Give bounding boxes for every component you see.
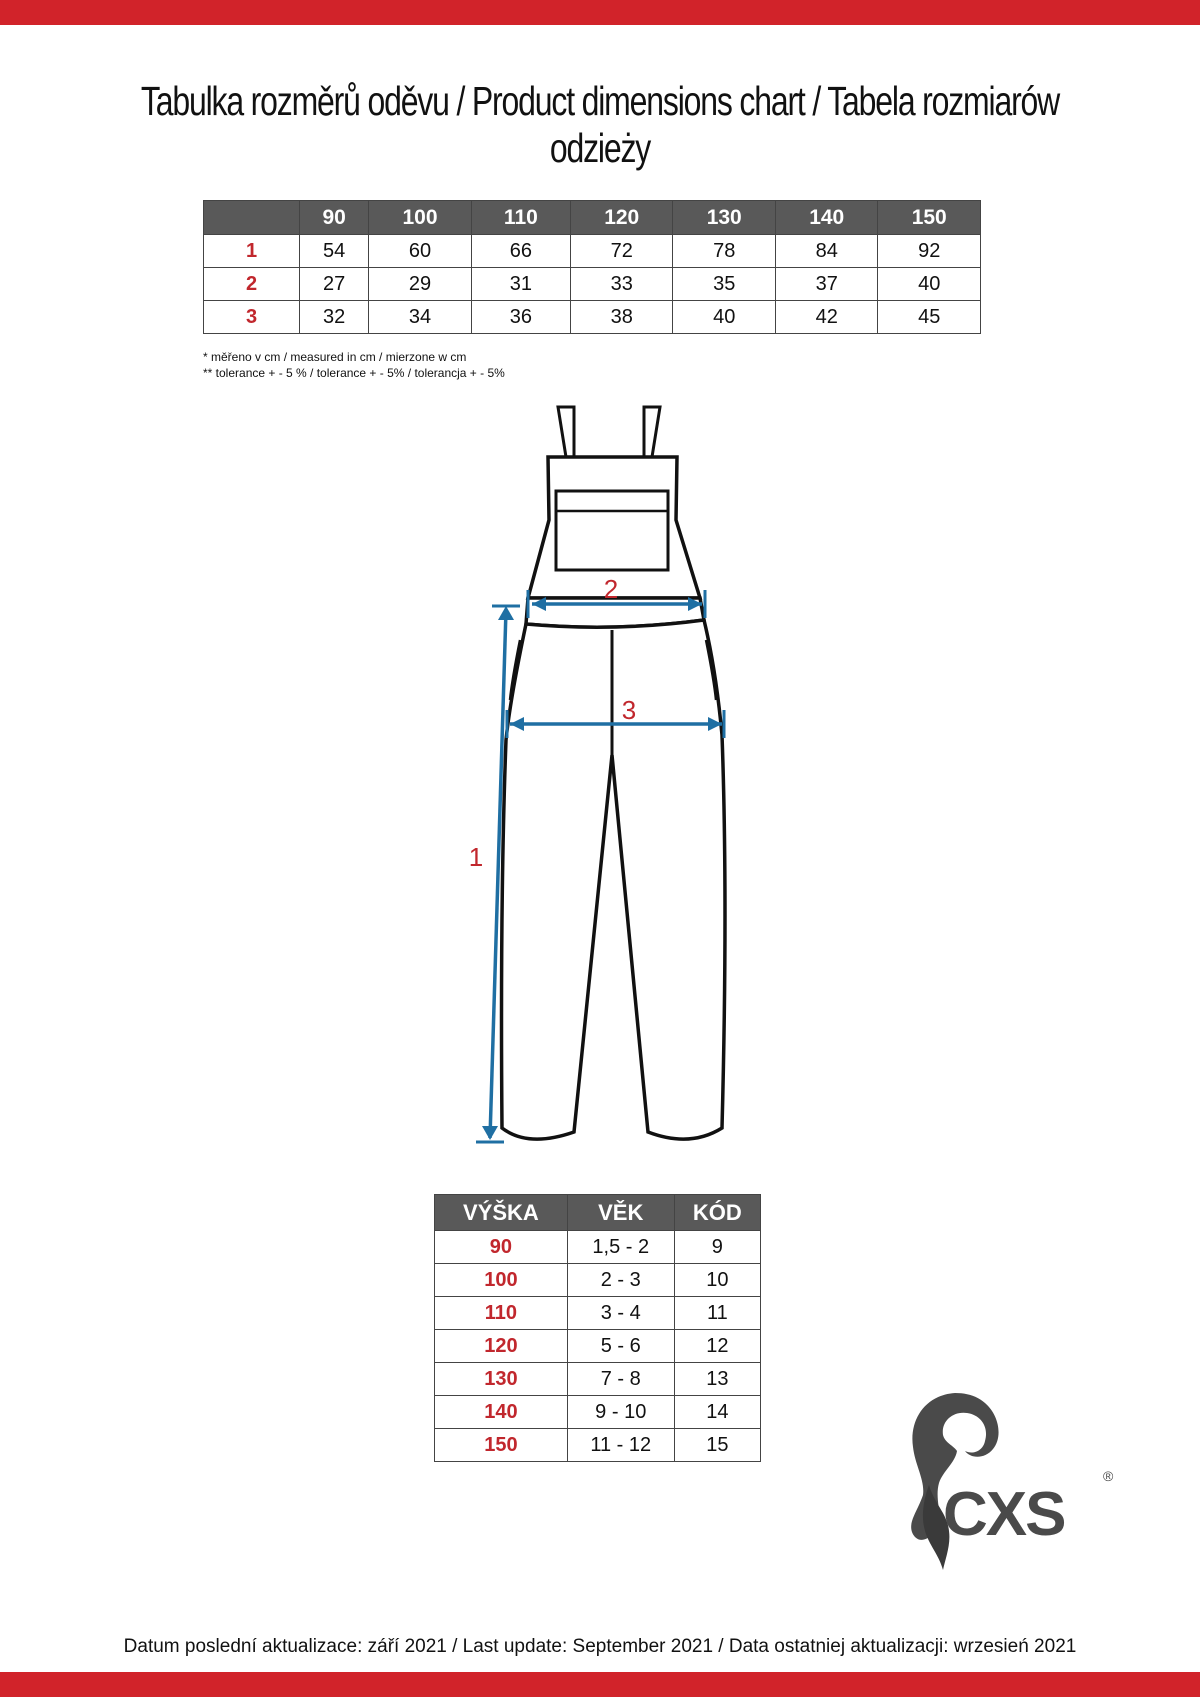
table-row: [435, 1231, 761, 1264]
height-cell: 140: [435, 1396, 568, 1429]
left-strap: [558, 407, 574, 457]
code-cell: 12: [674, 1330, 760, 1363]
header-cell: 120: [570, 201, 673, 235]
table-cell: 45: [878, 301, 981, 334]
table-row: [435, 1363, 761, 1396]
arrowhead: [498, 606, 514, 620]
code-cell: 10: [674, 1264, 760, 1297]
note-measured: * měřeno v cm / measured in cm / mierzone w cm: [203, 350, 467, 364]
header-cell: 130: [673, 201, 776, 235]
age-cell: 1,5 - 2: [567, 1231, 674, 1264]
note-tolerance: ** tolerance + - 5 % / tolerance + - 5% / tolerancja + - 5%: [203, 366, 505, 380]
height-cell: 110: [435, 1297, 568, 1330]
cxs-logo: [895, 1385, 1130, 1575]
header-cell: 100: [369, 201, 472, 235]
row-label: 3: [204, 301, 300, 334]
code-cell: 13: [674, 1363, 760, 1396]
header-cell: 90: [300, 201, 369, 235]
table-cell: 31: [471, 268, 570, 301]
table-cell: 72: [570, 235, 673, 268]
row-label: 1: [204, 235, 300, 268]
age-cell: 9 - 10: [567, 1396, 674, 1429]
header-cell: 150: [878, 201, 981, 235]
arrowhead: [482, 1126, 498, 1140]
table-cell: 33: [570, 268, 673, 301]
bib-pocket: [556, 491, 668, 570]
age-cell: 3 - 4: [567, 1297, 674, 1330]
height-cell: 90: [435, 1231, 568, 1264]
table-cell: 40: [673, 301, 776, 334]
table-cell: 35: [673, 268, 776, 301]
table-row: [435, 1330, 761, 1363]
header-cell: VĚK: [567, 1195, 674, 1231]
logo-text: CXS: [943, 1480, 1065, 1549]
table-cell: 78: [673, 235, 776, 268]
table-cell: 27: [300, 268, 369, 301]
age-cell: 11 - 12: [567, 1429, 674, 1462]
table-cell: 36: [471, 301, 570, 334]
age-cell: 7 - 8: [567, 1363, 674, 1396]
code-cell: 15: [674, 1429, 760, 1462]
code-cell: 9: [674, 1231, 760, 1264]
height-cell: 150: [435, 1429, 568, 1462]
right-strap: [644, 407, 660, 457]
header-cell: VÝŠKA: [435, 1195, 568, 1231]
age-cell: 2 - 3: [567, 1264, 674, 1297]
age-cell: 5 - 6: [567, 1330, 674, 1363]
header-cell: KÓD: [674, 1195, 760, 1231]
height-cell: 100: [435, 1264, 568, 1297]
table-row: [435, 1297, 761, 1330]
table-cell: 34: [369, 301, 472, 334]
code-cell: 11: [674, 1297, 760, 1330]
header-cell: 110: [471, 201, 570, 235]
registered-mark: ®: [1103, 1468, 1114, 1484]
page-title: Tabulka rozměrů oděvu / Product dimensions chart / Tabela rozmiarów odzieży: [140, 78, 1060, 171]
measure-label-2: 2: [603, 574, 619, 604]
table-cell: 38: [570, 301, 673, 334]
measure-label-1: 1: [468, 842, 484, 872]
table-cell: 32: [300, 301, 369, 334]
table-cell: 84: [775, 235, 878, 268]
height-cell: 120: [435, 1330, 568, 1363]
table-row: [435, 1429, 761, 1462]
table-row: [435, 1264, 761, 1297]
table-cell: 29: [369, 268, 472, 301]
table-cell: 40: [878, 268, 981, 301]
table-cell: 42: [775, 301, 878, 334]
code-cell: 14: [674, 1396, 760, 1429]
height-cell: 130: [435, 1363, 568, 1396]
age-header-row: [435, 1195, 761, 1231]
table-cell: 54: [300, 235, 369, 268]
bottom-red-bar: [0, 1672, 1200, 1697]
table-cell: 66: [471, 235, 570, 268]
table-cell: 92: [878, 235, 981, 268]
table-cell: 37: [775, 268, 878, 301]
header-cell: 140: [775, 201, 878, 235]
row-label: 2: [204, 268, 300, 301]
horn-inner: [951, 1423, 967, 1441]
measure-label-3: 3: [621, 695, 637, 725]
table-row: [435, 1396, 761, 1429]
age-size-table: [434, 1194, 761, 1462]
table-cell: 60: [369, 235, 472, 268]
footer-update-date: Datum poslední aktualizace: září 2021 / Last update: September 2021 / Data ostatniej aktualizacji: wrzesień 2021: [123, 1636, 1077, 1657]
